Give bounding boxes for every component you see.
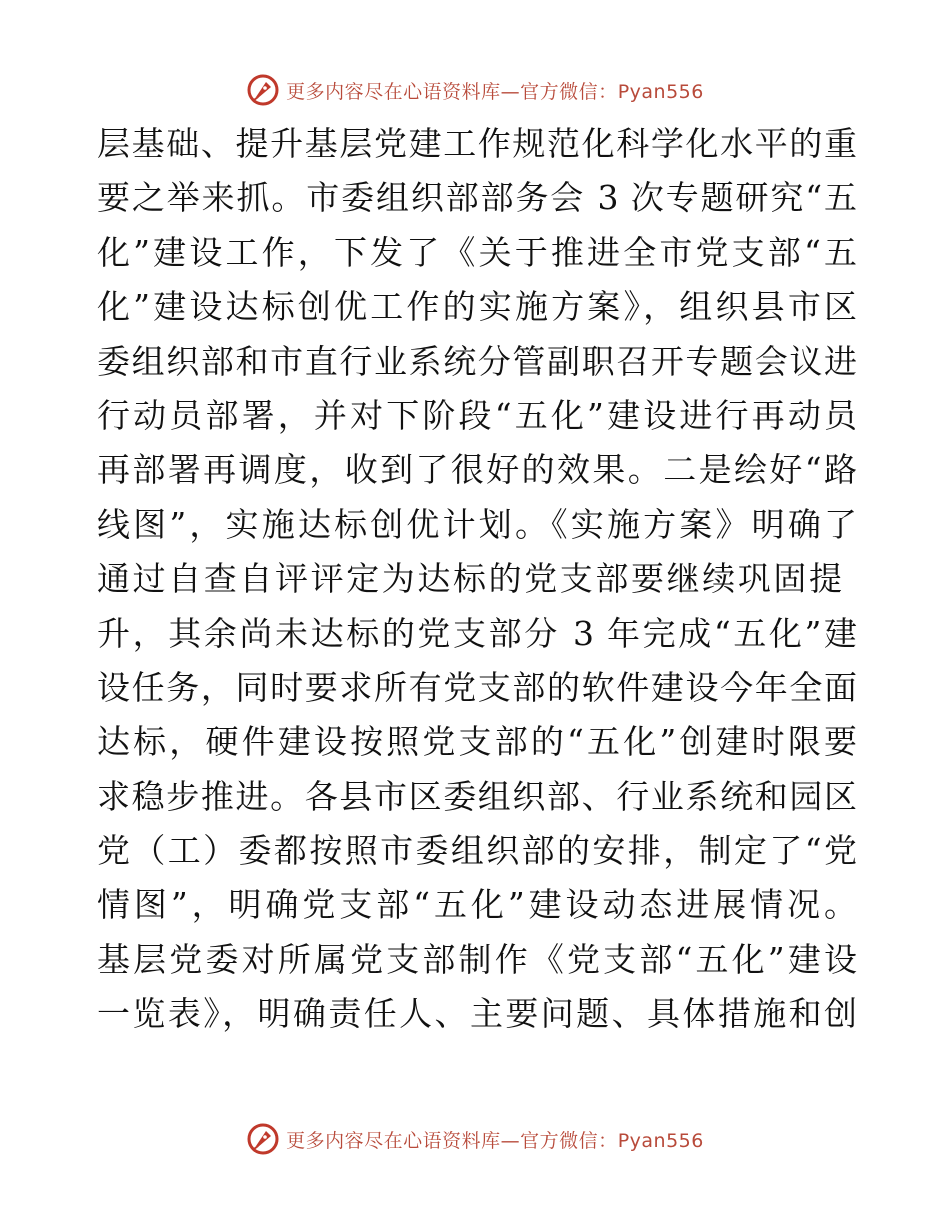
body-line: 情图”，明确党支部“五化”建设动态进展情况。 xyxy=(97,885,857,925)
body-line: 再部署再调度，收到了很好的效果。二是绘好“路 xyxy=(97,450,857,490)
body-line: 达标，硬件建设按照党支部的“五化”创建时限要 xyxy=(97,722,857,762)
body-line: 设任务，同时要求所有党支部的软件建设今年全面 xyxy=(97,667,857,707)
header-banner-wechat-id: Pyan556 xyxy=(617,80,704,103)
footer-banner-wechat-id: Pyan556 xyxy=(617,1129,704,1152)
body-line: 委组织部和市直行业系统分管副职召开专题会议进 xyxy=(97,341,857,381)
footer-banner xyxy=(0,1119,950,1159)
header-banner-wechat-label: 官方微信： xyxy=(520,80,618,103)
pen-nib-logo-icon xyxy=(246,1122,280,1156)
body-line: 要之举来抓。市委组织部部务会 3 次专题研究“五 xyxy=(97,178,857,218)
footer-banner-wechat-label: 官方微信： xyxy=(520,1129,618,1152)
header-banner-title: 更多内容尽在心语资料库 xyxy=(286,80,501,103)
body-line: 线图”，实施达标创优计划。《实施方案》明确了 xyxy=(97,504,857,544)
body-line: 党（工）委都按照市委组织部的安排，制定了“党 xyxy=(97,831,857,871)
body-line: 行动员部署，并对下阶段“五化”建设进行再动员 xyxy=(97,395,857,435)
body-line: 升，其余尚未达标的党支部分 3 年完成“五化”建 xyxy=(97,613,857,653)
body-line: 化”建设达标创优工作的实施方案》，组织县市区 xyxy=(97,287,857,327)
header-banner-text xyxy=(286,77,704,104)
header-banner xyxy=(0,70,950,110)
body-line: 层基础、提升基层党建工作规范化科学化水平的重 xyxy=(97,124,857,163)
body-line: 通过自查自评评定为达标的党支部要继续巩固提 xyxy=(97,559,845,599)
header-banner-dash: — xyxy=(500,80,521,103)
footer-banner-dash: — xyxy=(500,1129,521,1152)
body-line: 化”建设工作，下发了《关于推进全市党支部“五 xyxy=(97,232,857,272)
body-line: 一览表》，明确责任人、主要问题、具体措施和创 xyxy=(97,994,857,1034)
footer-banner-text xyxy=(286,1126,704,1153)
document-body xyxy=(97,117,857,1042)
body-line: 求稳步推进。各县市区委组织部、行业系统和园区 xyxy=(97,776,857,816)
pen-nib-logo-icon xyxy=(246,73,280,107)
footer-banner-title: 更多内容尽在心语资料库 xyxy=(286,1129,501,1152)
body-line: 基层党委对所属党支部制作《党支部“五化”建设 xyxy=(97,939,857,979)
